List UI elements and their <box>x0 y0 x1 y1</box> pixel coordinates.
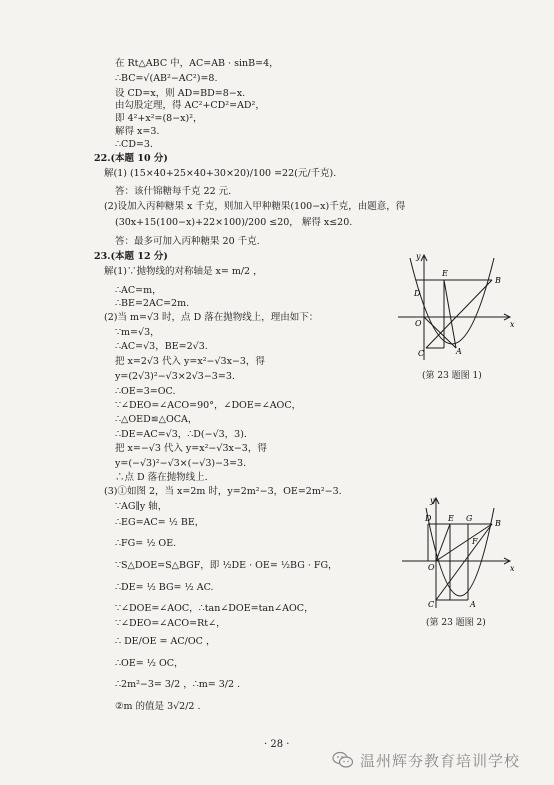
text-line: 解(1)∵抛物线的对称轴是 x= m/2 ， <box>104 266 263 277</box>
watermark <box>332 750 520 770</box>
question-heading: 23.(本题 12 分) <box>94 251 168 262</box>
question-heading: 22.(本题 10 分) <box>94 153 168 164</box>
text-line: ∴DE= ½ BG= ½ AC. <box>115 582 214 593</box>
text-line: ②m 的值是 3√2/2 . <box>115 701 201 712</box>
label-F: F <box>472 537 478 546</box>
text-line: (3)①如图 2，当 x=2m 时，y=2m²−3，OE=2m²−3. <box>104 486 342 497</box>
text-line: 在 Rt△ABC 中，AC=AB · sinB=4， <box>115 58 279 69</box>
text-line: ∴CD=3. <box>115 139 153 150</box>
text-line: 答：最多可加入丙种糖果 20 千克. <box>115 236 260 247</box>
text-line: 设 CD=x，则 AD=BD=8−x. <box>115 88 246 99</box>
label-G: G <box>466 514 473 523</box>
text-line: 答：该什锦糖每千克 22 元. <box>115 186 232 197</box>
label-E: E <box>448 514 454 523</box>
text-line: ∴△OED≌△OCA， <box>115 414 198 425</box>
text-line: ∴ DE/OE = AC/OC ， <box>115 636 216 647</box>
text-line: ∴OE=3=OC. <box>115 386 176 397</box>
text-line: ∴DE=AC=√3，∴D(−√3，3). <box>115 429 247 440</box>
text-line: ∴BE=2AC=2m. <box>115 298 190 309</box>
text-line: ∵AG∥y 轴， <box>115 501 168 512</box>
label-y: y <box>430 496 435 505</box>
parabola-figure-1 <box>396 250 520 365</box>
wechat-icon <box>332 751 354 769</box>
label-E: E <box>442 269 448 278</box>
label-A: A <box>456 347 462 356</box>
text-line: 把 x=2√3 代入 y=x²−√3x−3，得 <box>115 356 265 367</box>
label-C: C <box>428 600 435 609</box>
label-y: y <box>416 252 421 261</box>
text-line: ∴2m²−3= 3/2 ，∴m= 3/2 . <box>115 679 241 690</box>
text-line: ∴AC=m， <box>115 285 162 296</box>
label-x: x <box>510 320 515 329</box>
text-line: ∴OE= ½ OC， <box>115 658 184 669</box>
text-line: ∴EG=AC= ½ BE， <box>115 517 205 528</box>
page-number: · 28 · <box>264 739 290 750</box>
label-D: D <box>414 289 421 298</box>
text-line: ∴点 D 落在抛物线上. <box>115 472 208 483</box>
text-line: ∴AC=√3，BE=2√3. <box>115 341 208 352</box>
text-line: 即 4²+x²=(8−x)²， <box>115 113 203 124</box>
parabola-figure-2 <box>398 494 518 612</box>
label-O: O <box>428 563 435 572</box>
text-line: ∵S△DOE=S△BGF，即 ½DE · OE= ½BG · FG， <box>115 560 338 571</box>
text-line: ∵∠DOE=∠AOC，∴tan∠DOE=tan∠AOC， <box>115 603 314 614</box>
text-line: ∴FG= ½ OE. <box>115 538 177 549</box>
label-C: C <box>418 349 425 358</box>
text-line: 由勾股定理，得 AC²+CD²=AD²， <box>115 100 265 111</box>
text-line: ∴BC=√(AB²−AC²)=8. <box>115 73 218 84</box>
label-B: B <box>495 519 501 528</box>
text-line: 解得 x=3. <box>115 126 160 137</box>
text-line: ∵∠DEO=∠ACO=90°，∠DOE=∠AOC， <box>115 400 302 411</box>
label-O: O <box>415 319 422 328</box>
text-line: (30x+15(100−x)+22×100)/200 ≤20， 解得 x≤20. <box>115 217 353 228</box>
text-line: ∵m=√3， <box>115 327 160 338</box>
label-x: x <box>510 564 515 573</box>
watermark-text: 温州辉夯教育培训学校 <box>360 751 521 770</box>
text-line: (2)设加入丙种糖果 x 千克，则加入甲种糖果(100−x)千克，由题意，得 <box>104 201 406 212</box>
text-line: y=(−√3)²−√3×(−√3)−3=3. <box>115 458 247 469</box>
text-line: 解(1) (15×40+25×40+30×20)/100 =22(元/千克). <box>104 168 337 179</box>
figure-2-caption: (第 23 题图 2) <box>426 618 486 628</box>
figure-1-caption: (第 23 题图 1) <box>422 371 482 381</box>
label-B: B <box>495 276 501 285</box>
text-line: 把 x=−√3 代入 y=x²−√3x−3，得 <box>115 443 267 454</box>
text-line: y=(2√3)²−√3×2√3−3=3. <box>115 371 235 382</box>
text-line: ∵∠DEO=∠ACO=Rt∠， <box>115 618 226 629</box>
label-A: A <box>470 600 476 609</box>
label-D: D <box>425 514 432 523</box>
text-line: (2)当 m=√3 时，点 D 落在抛物线上，理由如下： <box>104 312 319 323</box>
